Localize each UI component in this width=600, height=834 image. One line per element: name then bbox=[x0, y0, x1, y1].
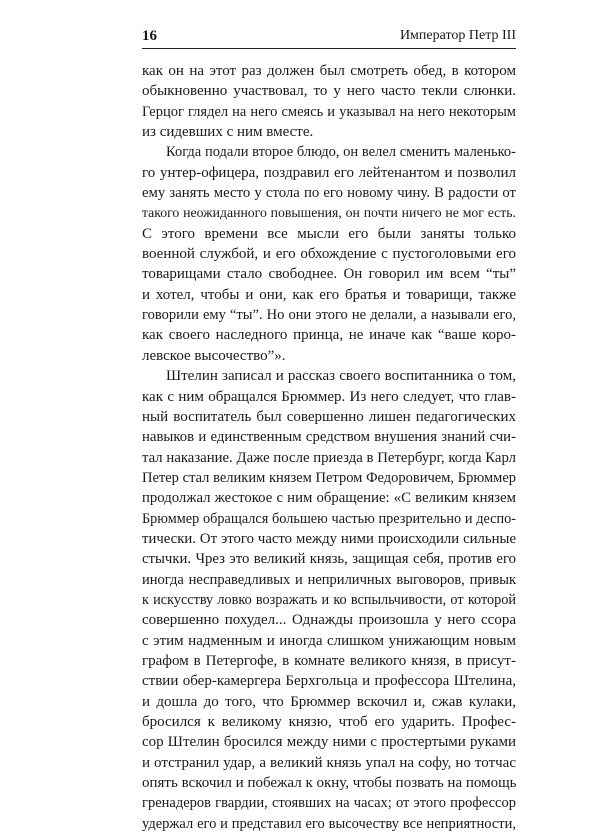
text-line: ему занять место у стола по его новому чину. В радости от bbox=[142, 185, 516, 202]
text-line: обыкновенно участвовал, то у него часто текли слюнки. bbox=[142, 83, 516, 100]
text-line: левское высочество”». bbox=[142, 347, 286, 364]
text-line: гренадеров гвардии, стоявших на часах; от этого профессор bbox=[142, 795, 516, 812]
page-body bbox=[142, 61, 516, 834]
text-line: Когда подали второе блюдо, он велел сменить маленько- bbox=[166, 144, 516, 161]
text-line: Герцог глядел на него смеясь и указывал на него некоторым bbox=[142, 103, 516, 120]
text-line: Петер стал великим князем Петром Федоровичем, Брюммер bbox=[142, 469, 516, 486]
text-line: говорили ему “ты”. Но они этого не делали, а называли его, bbox=[142, 307, 516, 324]
text-line: и отстранил удар, а великий князь упал на софу, но тотчас bbox=[142, 754, 516, 771]
text-line: сор Штелин бросился между ними с простертыми руками bbox=[142, 734, 516, 751]
text-line: удержал его и представил его высочеству все неприятности, bbox=[142, 815, 516, 832]
text-line: и хотел, чтобы и они, как его братья и товарищи, также bbox=[142, 286, 516, 303]
text-line: навыков и единственным средством внушения знаний счи- bbox=[142, 429, 516, 446]
text-line: бросился к великому князю, чтоб его ударить. Профес- bbox=[142, 714, 516, 730]
text-line: из сидевших с ним вместе. bbox=[142, 124, 314, 141]
text-line: графом в Петергофе, в комнате великого князя, в присут- bbox=[142, 652, 516, 669]
text-line: такого неожиданного повышения, он почти ничего не мог есть. bbox=[142, 205, 516, 221]
page-number: 16 bbox=[142, 28, 157, 44]
text-line: ный воспитатель был совершенно лишен педагогических bbox=[142, 408, 516, 425]
book-title: Император Петр III bbox=[399, 28, 516, 43]
text-line: тал наказание. Даже после приезда в Петербург, когда Карл bbox=[142, 449, 516, 466]
text-line: товарищами стало свободнее. Он говорил им всем “ты” bbox=[142, 266, 516, 283]
text-line: ствии обер-камергера Берхгольца и профессора Штелина, bbox=[142, 673, 516, 690]
text-line: го унтер-офицера, поздравил его лейтенантом и позволил bbox=[142, 164, 516, 181]
text-line: и дошла до того, что Брюммер вскочил и, сжав кулаки, bbox=[142, 693, 516, 710]
text-line: продолжал жестокое с ним обращение: «С великим князем bbox=[142, 490, 516, 507]
text-line: совершенно похудел... Однажды произошла у него ссора bbox=[142, 612, 516, 629]
text-line: С этого времени все мысли его были заняты только bbox=[142, 225, 516, 242]
text-line: Брюммер обращался большею частью презрительно и деспо- bbox=[142, 510, 516, 527]
running-head bbox=[142, 26, 516, 49]
text-line: как своего наследного принца, не иначе как “ваше коро- bbox=[142, 327, 516, 344]
text-line: опять вскочил и побежал к окну, чтобы позвать на помощь bbox=[142, 775, 516, 792]
text-line: Штелин записал и рассказ своего воспитанника о том, bbox=[166, 368, 516, 385]
text-line: тически. От этого часто между ними происходили сильные bbox=[142, 530, 516, 547]
text-line: военной службой, и его обхождение с пустоголовыми его bbox=[142, 246, 516, 263]
text-line: иногда несправедливых и неприличных выговоров, привык bbox=[142, 571, 516, 588]
text-line: с этим надменным и иногда слишком унижающим новым bbox=[142, 632, 516, 649]
text-line: к искусству ловко возражать и ко вспыльчивости, от которой bbox=[142, 591, 516, 608]
text-line: как с ним обращался Брюммер. Из него следует, что глав- bbox=[142, 388, 516, 405]
text-line: как он на этот раз должен был смотреть обед, в котором bbox=[142, 63, 516, 79]
text-line: стычки. Чрез это великий князь, защищая себя, против его bbox=[142, 551, 516, 568]
